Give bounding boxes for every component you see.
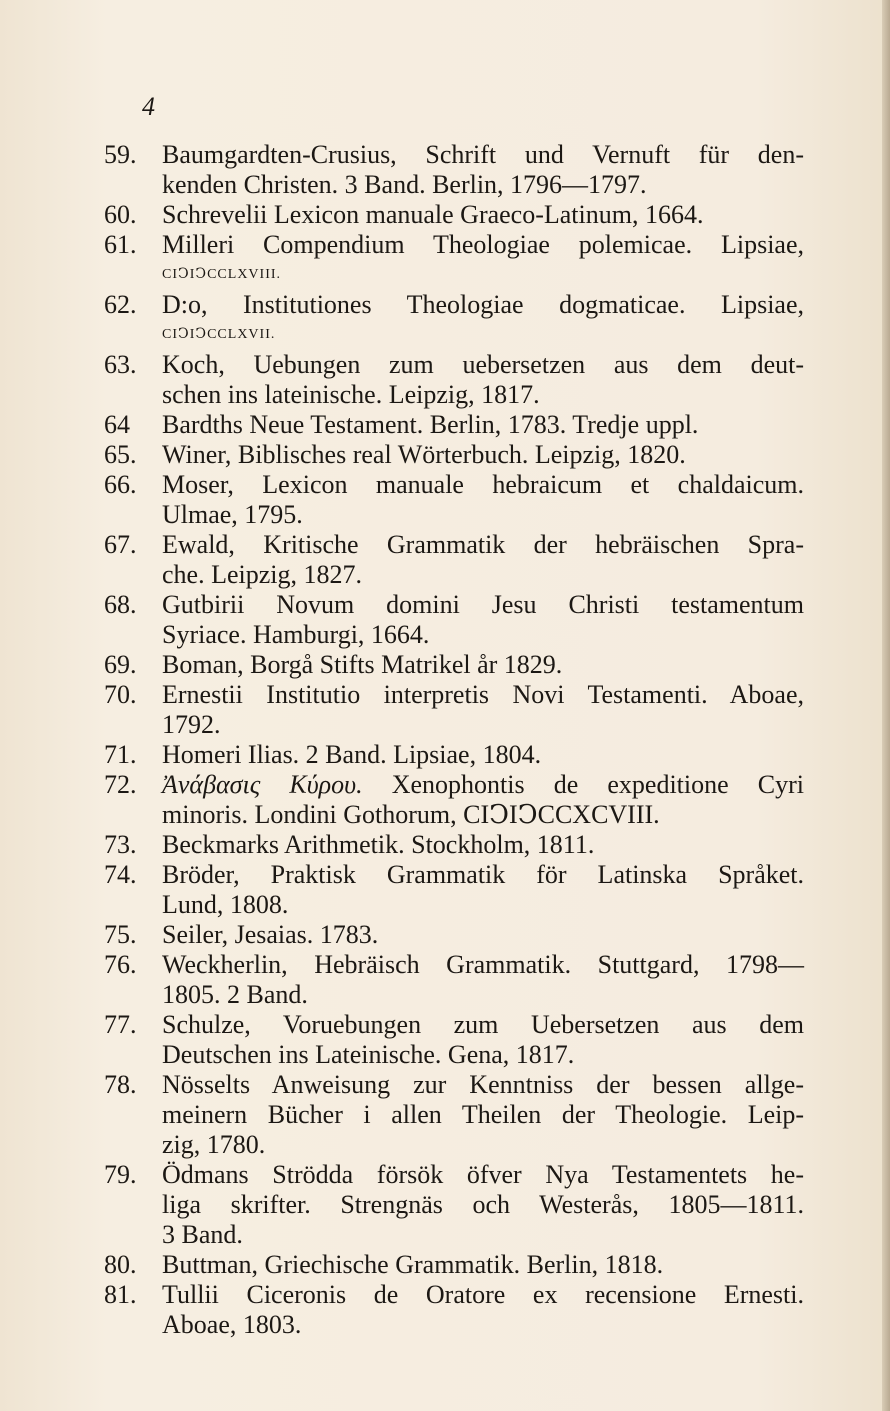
entry-line: Buttman, Griechische Grammatik. Berlin, 1818. [162,1250,664,1279]
catalog-entry [104,680,804,740]
entry-number: 78. [104,1070,137,1099]
catalog-entry [104,1010,804,1070]
catalog-entries [104,140,804,1340]
entry-line: kenden Christen. 3 Band. Berlin, 1796—1797. [162,170,647,199]
entry-line: Homeri Ilias. 2 Band. Lipsiae, 1804. [162,740,542,769]
catalog-entry [104,740,804,770]
entry-line: Ernestii Institutio interpretis Novi Testamenti. Aboae, [162,680,804,709]
greek-title: Ἀνάβασις Κύρου. [162,770,363,799]
entry-number: 60. [104,200,137,229]
entry-number: 72. [104,770,137,799]
catalog-entry [104,350,804,410]
entry-number: 74. [104,860,137,889]
catalog-entry [104,140,804,200]
entry-number: 75. [104,920,137,949]
catalog-entry [104,920,804,950]
entry-line: Nösselts Anweisung zur Kenntniss der bessen allge- [162,1070,804,1099]
page-edge [882,0,890,1411]
entry-line: Bardths Neue Testament. Berlin, 1783. Tredje uppl. [162,410,699,439]
entry-line: Ewald, Kritische Grammatik der hebräischen Spra- [162,530,804,559]
entry-line: Boman, Borgå Stifts Matrikel år 1829. [162,650,563,679]
entry-line: Moser, Lexicon manuale hebraicum et chaldaicum. [162,470,804,499]
catalog-entry [104,1280,804,1340]
entry-line: CIↃIↃCCLXVIII. [162,267,282,282]
entry-line: Baumgardten-Crusius, Schrift und Vernuft für den- [162,140,804,169]
catalog-entry [104,530,804,590]
catalog-entry [104,1250,804,1280]
entry-line: 3 Band. [162,1220,243,1249]
catalog-entry [104,470,804,530]
entry-line: Gutbirii Novum domini Jesu Christi testamentum [162,590,804,619]
catalog-entry [104,200,804,230]
catalog-entry [104,590,804,650]
catalog-entry [104,860,804,920]
entry-number: 73. [104,830,137,859]
catalog-entry [104,650,804,680]
entry-line: Ödmans Strödda försök öfver Nya Testamentets he- [162,1160,804,1189]
entry-line: schen ins lateinische. Leipzig, 1817. [162,380,540,409]
catalog-entry [104,770,804,830]
entry-number: 59. [104,140,137,169]
entry-number: 66. [104,470,137,499]
entry-number: 65. [104,440,137,469]
entry-number: 76. [104,950,137,979]
entry-number: 81. [104,1280,137,1309]
entry-number: 79. [104,1160,137,1189]
entry-number: 62. [104,290,137,319]
entry-line: zig, 1780. [162,1130,266,1159]
catalog-entry [104,410,804,440]
entry-number: 80. [104,1250,137,1279]
entry-line: Schulze, Voruebungen zum Uebersetzen aus dem [162,1010,804,1039]
entry-line: Syriace. Hamburgi, 1664. [162,620,430,649]
entry-number: 70. [104,680,137,709]
entry-line: D:o, Institutiones Theologiae dogmaticae. Lipsiae, [162,290,804,319]
entry-line: Deutschen ins Lateinische. Gena, 1817. [162,1040,575,1069]
catalog-entry [104,1160,804,1250]
entry-number: 63. [104,350,137,379]
entry-line: Seiler, Jesaias. 1783. [162,920,379,949]
entry-line: CIↃIↃCCLXVII. [162,327,276,342]
catalog-entry [104,290,804,350]
entry-line: Schrevelii Lexicon manuale Graeco-Latinum, 1664. [162,200,704,229]
catalog-entry [104,440,804,470]
entry-line: che. Leipzig, 1827. [162,560,362,589]
catalog-entry [104,830,804,860]
entry-number: 64 [104,410,130,439]
entry-line: Beckmarks Arithmetik. Stockholm, 1811. [162,830,595,859]
entry-line: Lund, 1808. [162,890,289,919]
entry-line: Winer, Biblisches real Wörterbuch. Leipzig, 1820. [162,440,686,469]
entry-line: 1805. 2 Band. [162,980,308,1009]
entry-line: Ulmae, 1795. [162,500,303,529]
entry-line: minoris. Londini Gothorum, CIↃIↃCCXCVIII. [162,800,660,829]
entry-number: 68. [104,590,137,619]
entry-line: Bröder, Praktisk Grammatik för Latinska Språket. [162,860,804,889]
entry-number: 71. [104,740,137,769]
entry-number: 77. [104,1010,137,1039]
entry-number: 69. [104,650,137,679]
entry-line: Tullii Ciceronis de Oratore ex recensione Ernesti. [162,1280,804,1309]
entry-line: Milleri Compendium Theologiae polemicae. Lipsiae, [162,230,804,259]
catalog-entry [104,1070,804,1160]
entry-number: 67. [104,530,137,559]
entry-line: Aboae, 1803. [162,1310,302,1339]
page-number: 4 [142,92,155,121]
entry-text: Xenophontis de expeditione Cyri [391,770,805,799]
entry-line: Koch, Uebungen zum uebersetzen aus dem deut- [162,350,804,379]
catalog-entry [104,230,804,290]
entry-number: 61. [104,230,137,259]
entry-line [162,770,804,800]
entry-line: 1792. [162,710,221,739]
entry-line: meinern Bücher i allen Theilen der Theologie. Leip- [162,1100,804,1129]
entry-line: Weckherlin, Hebräisch Grammatik. Stuttgard, 1798— [162,950,804,979]
entry-line: liga skrifter. Strengnäs och Westerås, 1805—1811. [162,1190,804,1219]
catalog-entry [104,950,804,1010]
